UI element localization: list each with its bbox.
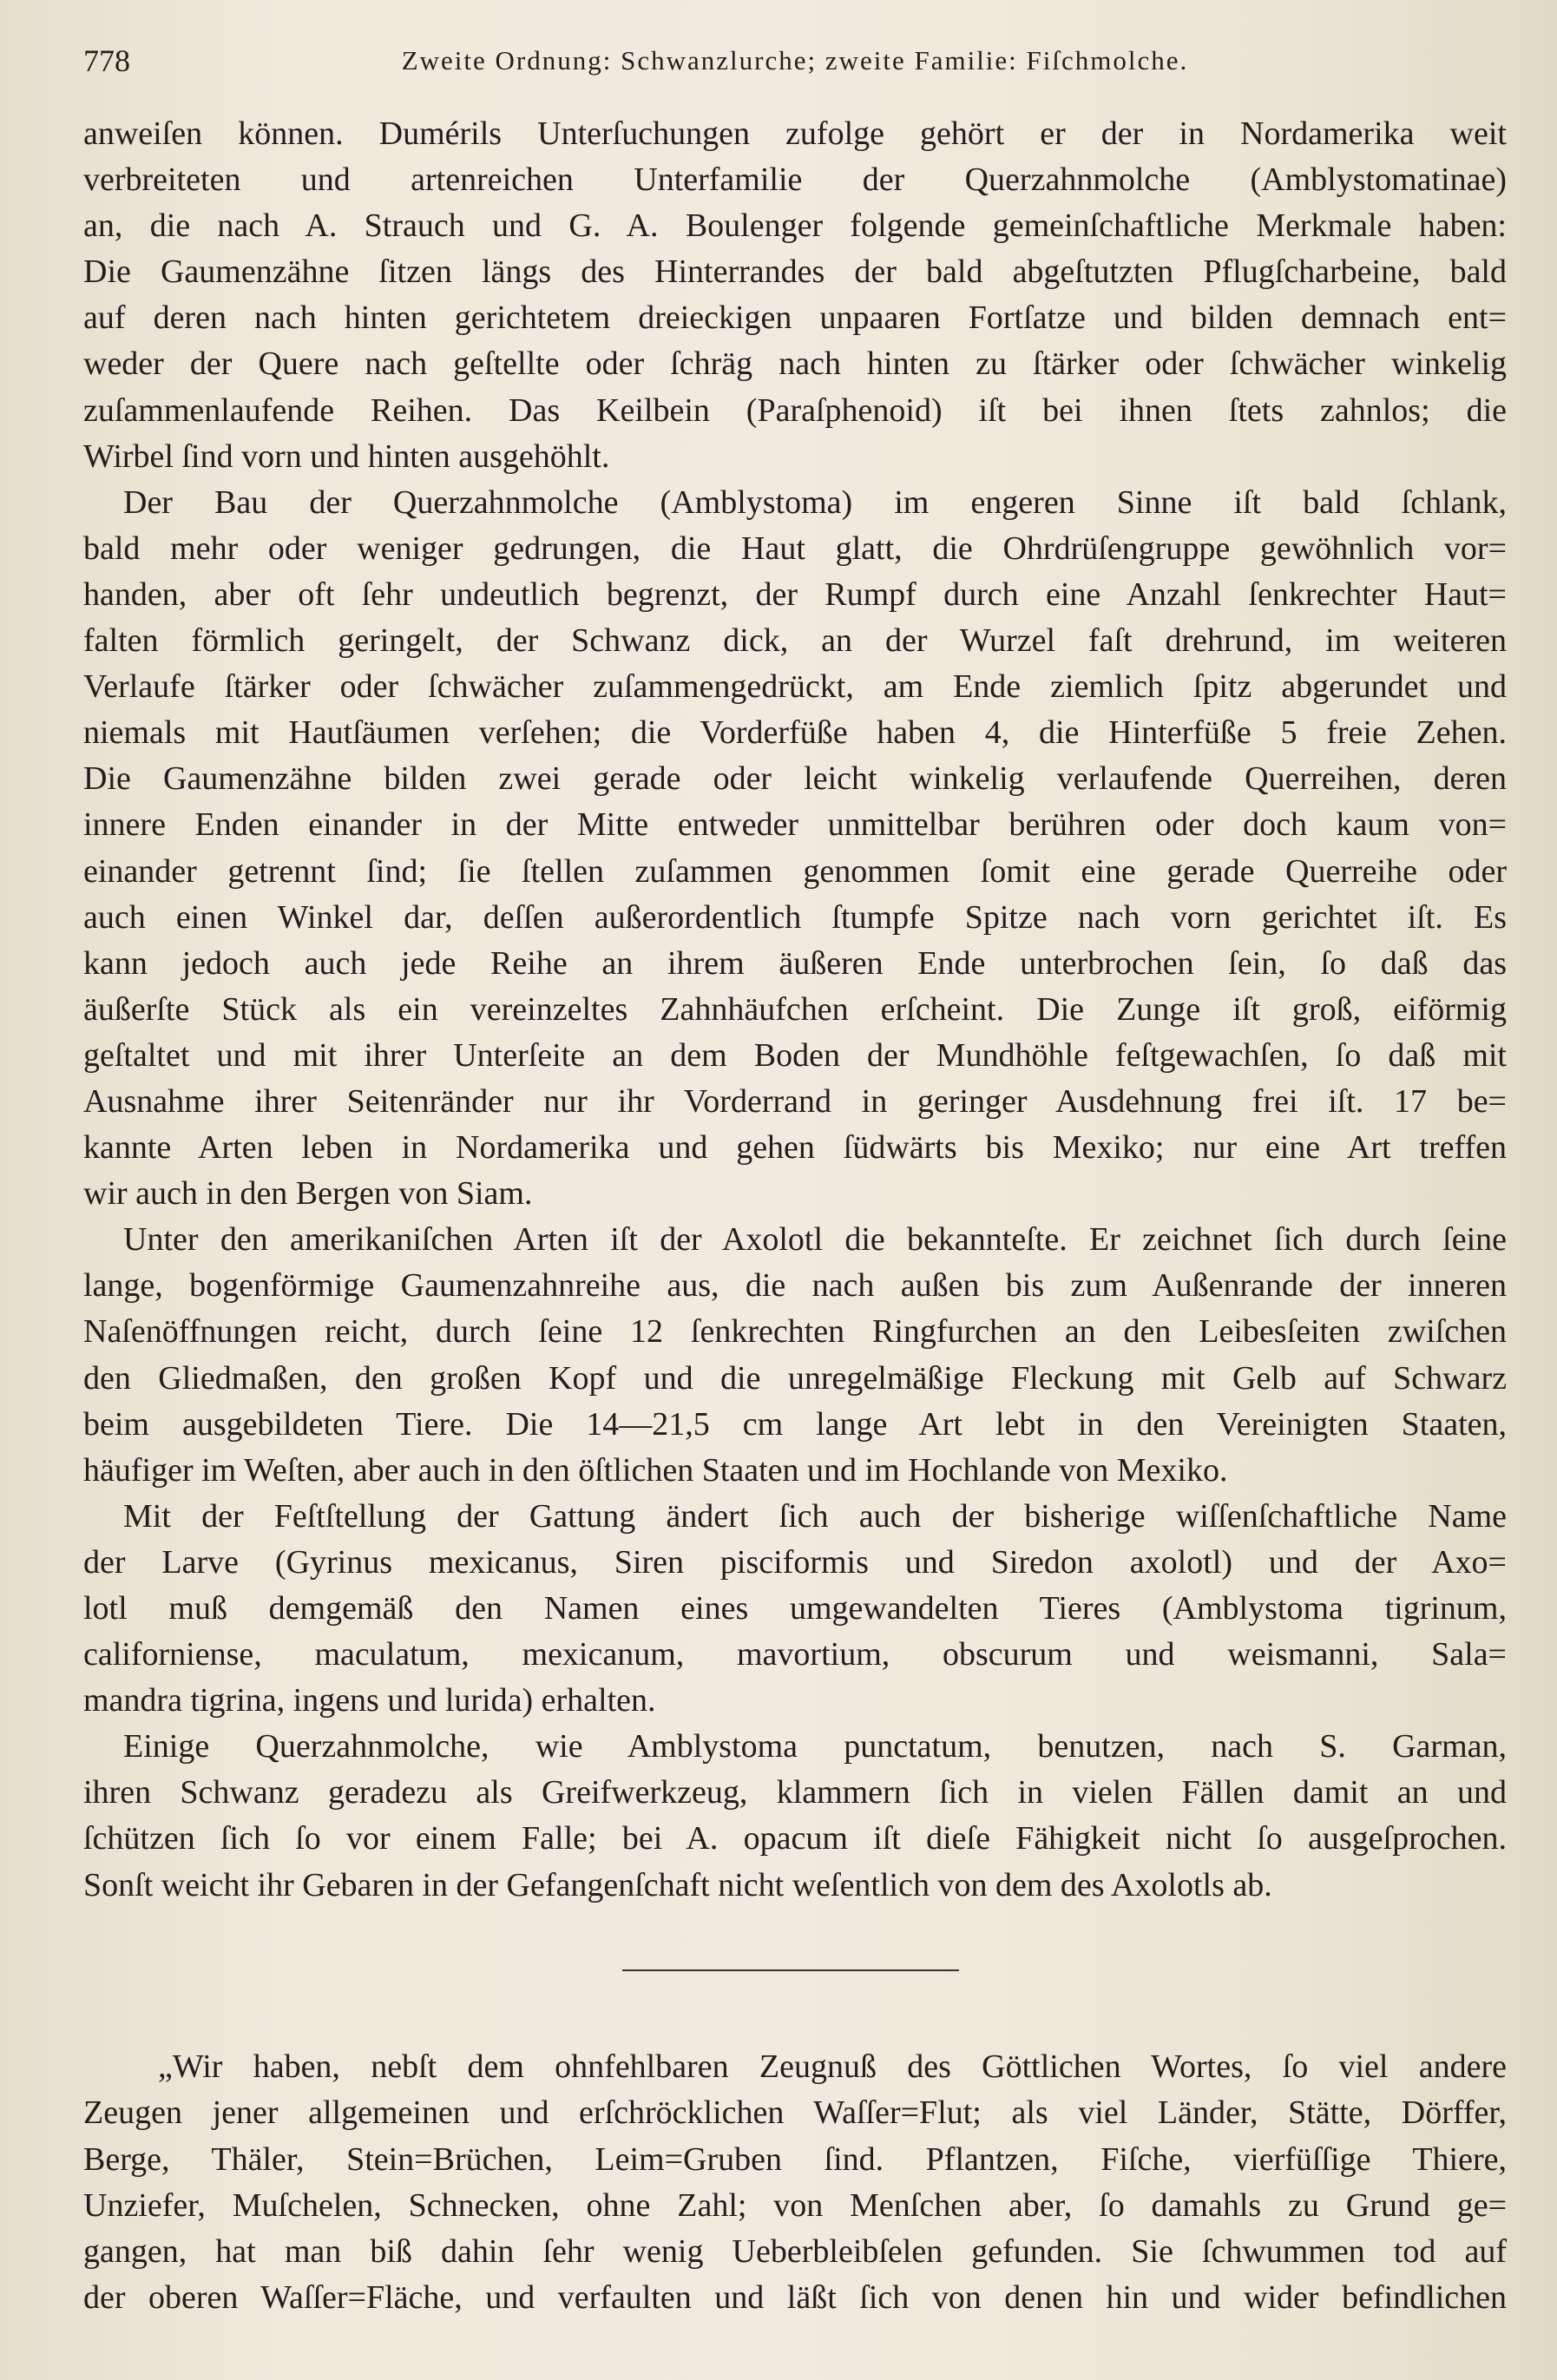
text-line: Unter den amerikaniſchen Arten iſt der Axolotl die bekannteſte. Er zeichnet ſich durch ſeine xyxy=(123,1221,1507,1259)
text-line: lange, bogenförmige Gaumenzahnreihe aus, die nach außen bis zum Außenrande der inneren xyxy=(83,1267,1507,1305)
text-line: häufiger im Weſten, aber auch in den öſtlichen Staaten und im Hochlande von Mexiko. xyxy=(83,1451,1228,1489)
text-line: handen, aber oft ſehr undeutlich begrenzt, der Rumpf durch eine Anzahl ſenkrechter Haut= xyxy=(83,575,1507,613)
running-title: Zweite Ordnung: Schwanzlurche; zweite Familie: Fiſchmolche. xyxy=(401,45,1189,76)
running-head xyxy=(83,42,1507,80)
text-line: den Gliedmaßen, den großen Kopf und die unregelmäßige Fleckung mit Gelb auf Schwarz xyxy=(83,1359,1507,1397)
text-line: Zeugen jener allgemeinen und erſchröcklichen Waſſer=Flut; als viel Länder, Stätte, Dörffer, xyxy=(83,2094,1507,2132)
quotation xyxy=(83,2044,1507,2322)
paragraph-greifwerkzeug xyxy=(83,1724,1507,1908)
text-line: auch einen Winkel dar, deſſen außerordentlich ſtumpfe Spitze nach vorn gerichtet iſt. Es xyxy=(83,898,1507,936)
text-line: beim ausgebildeten Tiere. Die 14—21,5 cm lange Art lebt in den Vereinigten Staaten, xyxy=(83,1405,1507,1443)
text-line: einander getrennt ſind; ſie ſtellen zuſammen genommen ſomit eine gerade Querreihe oder xyxy=(83,852,1507,890)
text-line: Sonſt weicht ihr Gebaren in der Gefangenſchaft nicht weſentlich von dem des Axolotls ab. xyxy=(83,1866,1272,1903)
page-number: 778 xyxy=(83,43,130,78)
text-line: äußerſte Stück als ein vereinzeltes Zahnhäufchen erſcheint. Die Zunge iſt groß, eiförmig xyxy=(83,990,1507,1028)
text-line: anweiſen können. Dumérils Unterſuchungen zufolge gehört er der in Nordamerika weit xyxy=(83,115,1507,152)
text-line: Die Gaumenzähne bilden zwei gerade oder leicht winkelig verlaufende Querreihen, deren xyxy=(83,760,1507,798)
text-line: Naſenöffnungen reicht, durch ſeine 12 ſenkrechten Ringfurchen an den Leibesſeiten zwiſchen xyxy=(83,1313,1507,1351)
body-text xyxy=(83,111,1507,1909)
text-line: bald mehr oder weniger gedrungen, die Haut glatt, die Ohrdrüſengruppe gewöhnlich vor= xyxy=(83,529,1507,567)
paragraph-gattung xyxy=(83,1494,1507,1724)
text-line: Unziefer, Muſchelen, Schnecken, ohne Zahl; von Menſchen aber, ſo damahls zu Grund ge= xyxy=(83,2186,1507,2224)
section-divider xyxy=(622,1969,959,1971)
text-line: innere Enden einander in der Mitte entweder unmittelbar berühren oder doch kaum von= xyxy=(83,806,1507,844)
text-line: Berge, Thäler, Stein=Brüchen, Leim=Gruben ſind. Pflantzen, Fiſche, vierfüſſige Thiere, xyxy=(83,2140,1507,2178)
text-line: lotl muß demgemäß den Namen eines umgewandelten Tieres (Amblystoma tigrinum, xyxy=(83,1590,1507,1627)
text-line: geſtaltet und mit ihrer Unterſeite an dem Boden der Mundhöhle feſtgewachſen, ſo daß mit xyxy=(83,1036,1507,1074)
text-line: falten förmlich geringelt, der Schwanz dick, an der Wurzel faſt drehrund, im weiteren xyxy=(83,622,1507,660)
paragraph-continued xyxy=(83,111,1507,480)
text-line: Verlaufe ſtärker oder ſchwächer zuſammengedrückt, am Ende ziemlich ſpitz abgerundet und xyxy=(83,668,1507,706)
text-line: Einige Querzahnmolche, wie Amblystoma punctatum, benutzen, nach S. Garman, xyxy=(123,1728,1507,1765)
text-line: ihren Schwanz geradezu als Greifwerkzeug, klammern ſich in vielen Fällen damit an und xyxy=(83,1774,1507,1811)
text-line: der oberen Waſſer=Fläche, und verfaulten und läßt ſich von denen hin und wider befindlichen xyxy=(83,2279,1507,2317)
text-line: „Wir haben, nebſt dem ohnfehlbaren Zeugnuß des Göttlichen Wortes, ſo viel andere xyxy=(158,2048,1507,2085)
text-line: kannte Arten leben in Nordamerika und gehen ſüdwärts bis Mexiko; nur eine Art treffen xyxy=(83,1129,1507,1167)
text-line: mandra tigrina, ingens und lurida) erhalten. xyxy=(83,1682,656,1719)
text-line: auf deren nach hinten gerichtetem dreieckigen unpaaren Fortſatze und bilden demnach ent= xyxy=(83,299,1507,337)
text-line: californiense, maculatum, mexicanum, mavortium, obscurum und weismanni, Sala= xyxy=(83,1636,1507,1673)
text-line: Die Gaumenzähne ſitzen längs des Hinterrandes der bald abgeſtutzten Pflugſcharbeine, bald xyxy=(83,253,1507,291)
text-line: wir auch in den Bergen von Siam. xyxy=(83,1175,533,1213)
text-line: ſchützen ſich ſo vor einem Falle; bei A. opacum iſt dieſe Fähigkeit nicht ſo ausgeſprochen. xyxy=(83,1820,1507,1857)
text-line: niemals mit Hautſäumen verſehen; die Vorderfüße haben 4, die Hinterfüße 5 freie Zehen. xyxy=(83,714,1507,752)
text-line: Der Bau der Querzahnmolche (Amblystoma) im engeren Sinne iſt bald ſchlank, xyxy=(123,483,1507,521)
text-line: verbreiteten und artenreichen Unterfamilie der Querzahnmolche (Amblystomatinae) xyxy=(83,161,1507,199)
text-line: zuſammenlaufende Reihen. Das Keilbein (Paraſphenoid) iſt bei ihnen ſtets zahnlos; die xyxy=(83,391,1507,429)
paragraph-querzahnmolche xyxy=(83,480,1507,1218)
text-line: weder der Quere nach geſtellte oder ſchräg nach hinten zu ſtärker oder ſchwächer winkelig xyxy=(83,345,1507,383)
text-line: Wirbel ſind vorn und hinten ausgehöhlt. xyxy=(83,437,610,475)
text-line: Ausnahme ihrer Seitenränder nur ihr Vorderrand in geringer Ausdehnung frei iſt. 17 be= xyxy=(83,1082,1507,1120)
paragraph-axolotl xyxy=(83,1217,1507,1494)
text-line: Mit der Feſtſtellung der Gattung ändert ſich auch der bisherige wiſſenſchaftliche Name xyxy=(123,1497,1507,1535)
text-line: der Larve (Gyrinus mexicanus, Siren pisciformis und Siredon axolotl) und der Axo= xyxy=(83,1543,1507,1581)
text-line: gangen, hat man biß dahin ſehr wenig Ueberbleibſelen gefunden. Sie ſchwummen tod auf xyxy=(83,2233,1507,2271)
text-line: an, die nach A. Strauch und G. A. Boulenger folgende gemeinſchaftliche Merkmale haben: xyxy=(83,207,1507,245)
text-line: kann jedoch auch jede Reihe an ihrem äußeren Ende unterbrochen ſein, ſo daß das xyxy=(83,944,1507,982)
